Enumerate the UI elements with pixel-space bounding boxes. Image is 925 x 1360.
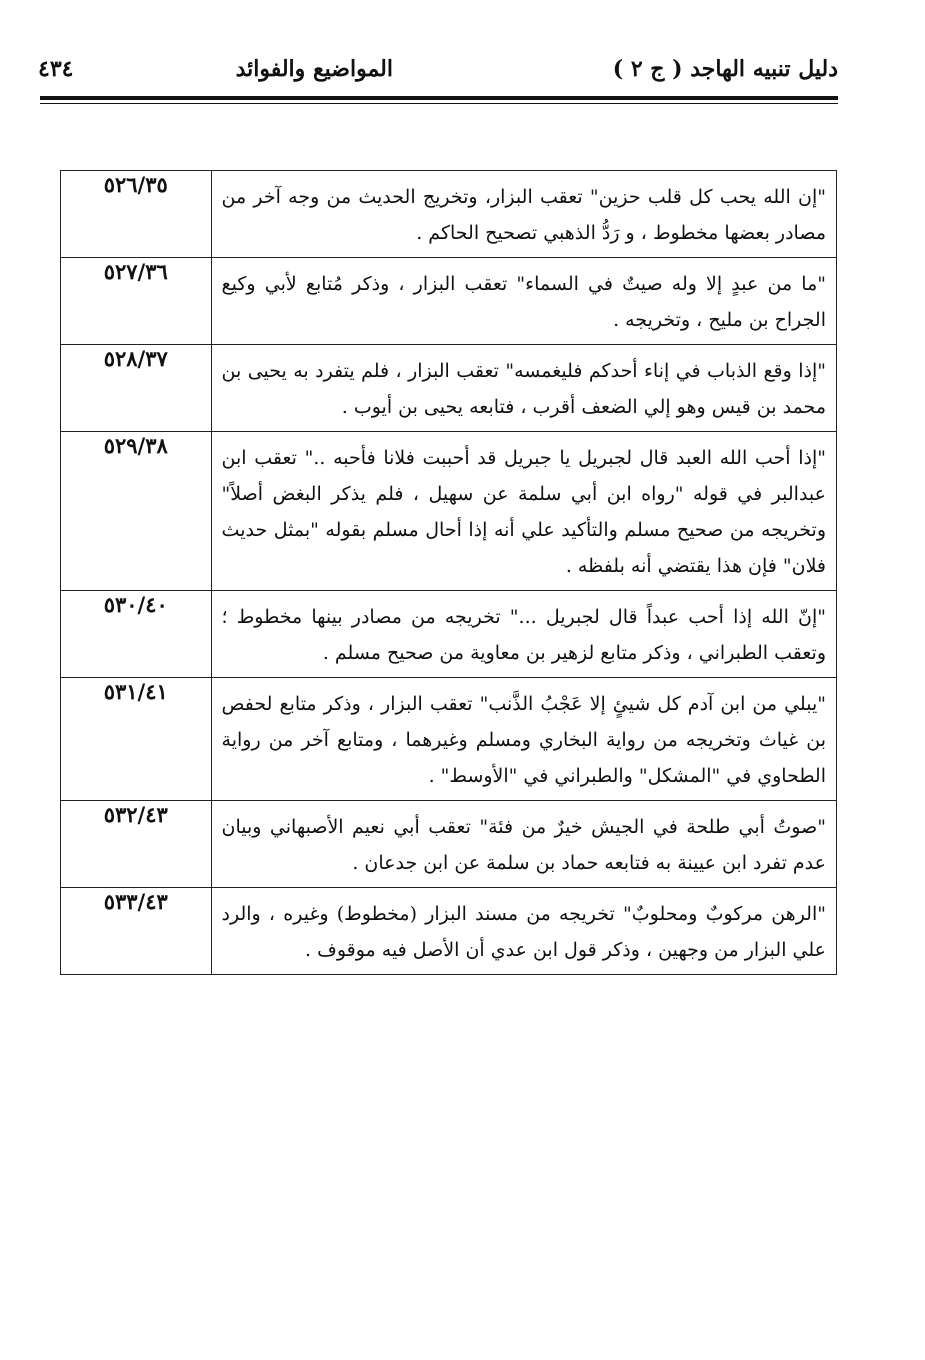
page-header [38, 50, 838, 90]
entry-description: "إن الله يحب كل قلب حزين" تعقب البزار، وتخريج الحديث من وجه آخر من مصادر بعضها مخطوط ، و رَدُّ الذهبي تصحيح الحاكم . [211, 171, 836, 258]
table-row [61, 678, 837, 801]
table-row [61, 258, 837, 345]
table-row [61, 801, 837, 888]
table-row [61, 591, 837, 678]
entry-reference: ٥٣١/٤١ [61, 678, 212, 801]
entry-reference: ٥٢٨/٣٧ [61, 345, 212, 432]
entry-reference: ٥٣٣/٤٣ [61, 888, 212, 975]
entry-description: "يبلي من ابن آدم كل شيئٍ إلا عَجْبُ الذَّنب" تعقب البزار ، وذكر متابع لحفص بن غياث وتخريجه من رواية البخاري ومسلم وغيرهما ، ومتابع آخر من رواية الطحاوي في "المشكل" والطبراني في "الأوسط" . [211, 678, 836, 801]
entry-reference: ٥٢٧/٣٦ [61, 258, 212, 345]
table-row [61, 432, 837, 591]
entry-description: "ما من عبدٍ إلا وله صيتٌ في السماء" تعقب البزار ، وذكر مُتابع لأبي وكيع الجراح بن مليح ، وتخريجه . [211, 258, 836, 345]
entry-reference: ٥٢٩/٣٨ [61, 432, 212, 591]
table-row [61, 345, 837, 432]
entry-description: "إذا وقع الذباب في إناء أحدكم فليغمسه" تعقب البزار ، فلم يتفرد به يحيى بن محمد بن قيس وهو إلي الضعف أقرب ، فتابعه يحيى بن أيوب . [211, 345, 836, 432]
table-row [61, 888, 837, 975]
entry-description: "صوتُ أبي طلحة في الجيش خيرٌ من فئة" تعقب أبي نعيم الأصبهاني وبيان عدم تفرد ابن عيينة به فتابعه حماد بن سلمة عن ابن جدعان . [211, 801, 836, 888]
index-table [60, 170, 837, 975]
entry-reference: ٥٣٠/٤٠ [61, 591, 212, 678]
entry-description: "الرهن مركوبٌ ومحلوبٌ" تخريجه من مسند البزار (مخطوط) وغيره ، والرد علي البزار من وجهين ، وذكر قول ابن عدي أن الأصل فيه موقوف . [211, 888, 836, 975]
section-title: المواضيع والفوائد [235, 56, 393, 82]
entry-description: "إذا أحب الله العبد قال لجبريل يا جبريل قد أحببت فلانا فأحبه .." تعقب ابن عبدالبر في قوله "رواه ابن أبي سلمة عن سهيل ، فلم يذكر البغض أصلاً" وتخريجه من صحيح مسلم والتأكيد علي أنه إذا أحال مسلم بقوله "بمثل حديث فلان" فإن هذا يقتضي أنه بلفظه . [211, 432, 836, 591]
entry-reference: ٥٢٦/٣٥ [61, 171, 212, 258]
entry-reference: ٥٣٢/٤٣ [61, 801, 212, 888]
table-row [61, 171, 837, 258]
header-rule-thin [40, 103, 838, 104]
book-title: دليل تنبيه الهاجد ( ج ٢ ) [612, 56, 838, 82]
header-rule-thick [40, 96, 838, 100]
page-number: ٤٣٤ [38, 56, 74, 82]
entry-description: "إنّ الله إذا أحب عبداً قال لجبريل ..." تخريجه من مصادر بينها مخطوط ؛ وتعقب الطبراني ، وذكر متابع لزهير بن معاوية من صحيح مسلم . [211, 591, 836, 678]
